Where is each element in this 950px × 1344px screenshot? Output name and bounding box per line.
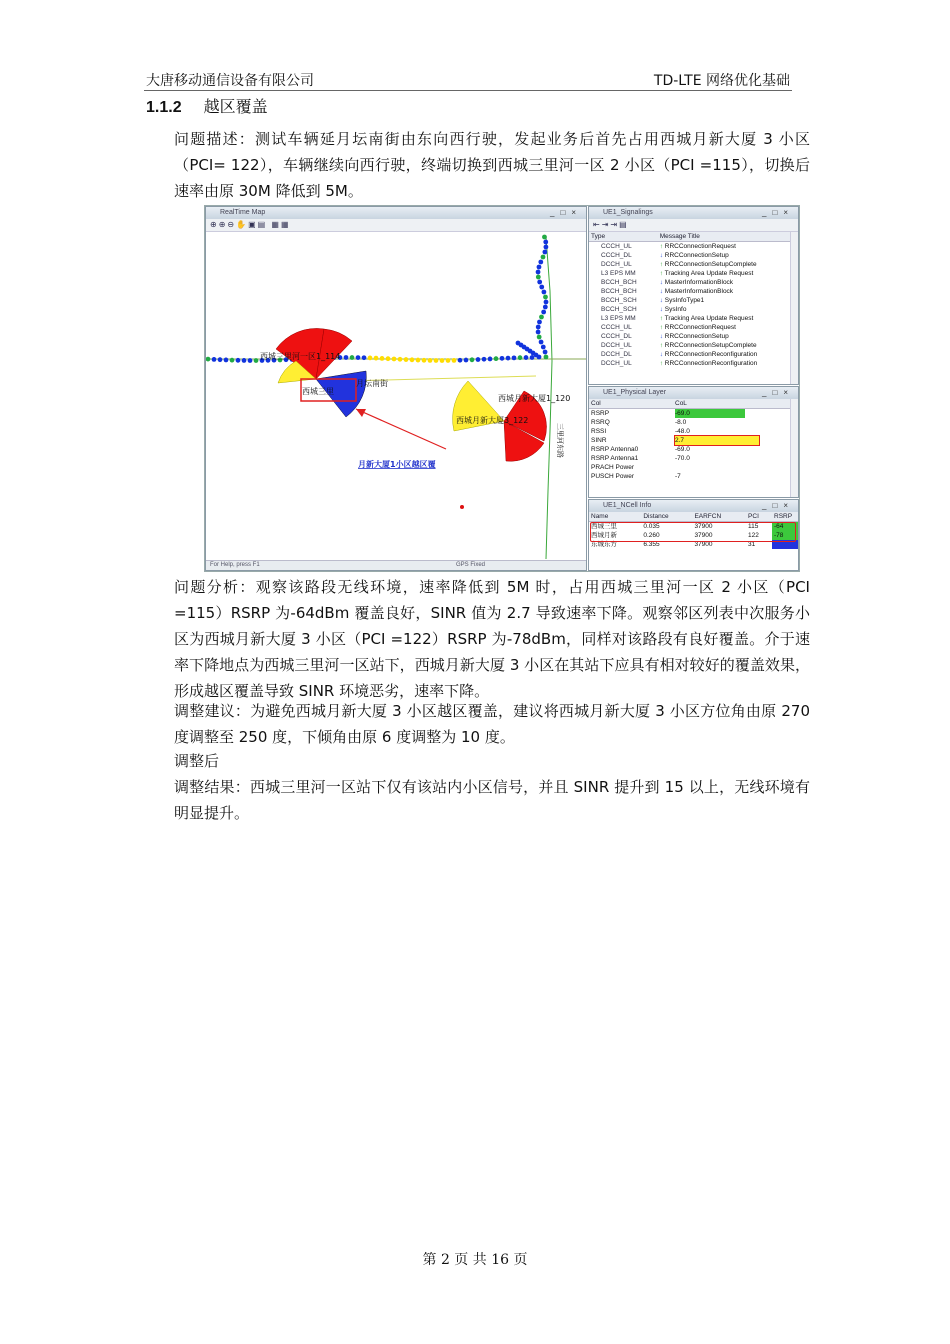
ncell-cell: 西城月新 [591,531,617,539]
signaling-toolbar[interactable]: ⇤⇥⇥▤ [589,219,798,232]
signaling-row[interactable] [589,251,798,260]
drive-test-dot [536,275,541,280]
signaling-type: L3 EPS MM [601,270,636,277]
signaling-row[interactable] [589,260,798,269]
site-a-label: 西城三里河一区1_114 [260,352,341,361]
signaling-titlebar [589,207,798,219]
physical-layer-window [588,386,799,498]
drive-test-dot [212,357,217,362]
message-header: Message Title [658,232,798,242]
signaling-type: CCCH_DL [601,333,632,340]
physical-row[interactable] [589,409,798,419]
drive-test-dot [506,356,511,361]
physical-param: RSRP Antenna0 [591,446,639,453]
physical-param: RSRQ [591,419,610,426]
signaling-type: DCCH_UL [601,360,632,367]
drive-test-dot [536,270,541,275]
ncell-cell: 115 [748,523,759,530]
drive-test-dot [374,356,379,361]
physical-value: -69.0 [675,446,690,453]
page-footer: 第 2 页 共 16 页 [422,1252,528,1268]
drive-test-dot [422,358,427,363]
ncell-header: PCI [746,512,772,522]
ncell-title: UE1_NCell Info [603,502,652,509]
problem-description: 问题描述：测试车辆延月坛南街由东向西行驶，发起业务后首先占用西城月新大厦 3 小区（PCI= 122），车辆继续向西行驶，终端切换到西城三里河一区 2 小区（PCI =115），切换后速率由原 30M 降低到 5M。 [174,130,810,200]
drive-test-dot [524,355,529,360]
downlink-arrow-icon: ↓ [659,279,665,286]
signaling-message: ↓ RRCConnectionReconfiguration [659,351,758,358]
drive-test-dot [544,300,549,305]
physical-row[interactable] [589,436,798,445]
drive-test-dot [416,358,421,363]
ncell-cell: 122 [748,532,759,539]
drive-test-dot [518,355,523,360]
ncell-header: Distance [641,512,692,522]
signaling-row[interactable] [589,269,798,278]
ncell-cell: 37900 [694,532,713,539]
signaling-message: ↓ MasterInformationBlock [659,288,734,295]
physical-value: -48.0 [675,428,690,435]
window-controls-icon[interactable]: _□× [762,501,794,510]
physical-row[interactable] [589,445,798,454]
uplink-arrow-icon: ↑ [659,324,665,331]
page-header-company: 大唐移动通信设备有限公司 [146,73,314,89]
signaling-type: DCCH_UL [601,342,632,349]
signaling-table [589,232,798,368]
physical-title: UE1_Physical Layer [603,389,667,396]
drive-test-dot [344,355,349,360]
drive-test-dot [539,340,544,345]
after-adjustment-label: 调整后 [174,752,220,770]
drive-test-dot [380,356,385,361]
drive-test-dot [542,235,547,240]
signaling-message: ↓ SysInfoType1 [659,297,705,304]
site-b-cell-label: 西城月新大厦3_122 [456,416,529,425]
signaling-type: BCCH_BCH [601,279,637,286]
overshoot-annotation: 月新大厦1小区越区覆 [358,460,436,469]
signaling-row[interactable] [589,287,798,296]
ncell-info-window [588,499,799,571]
physical-param: PRACH Power [591,464,634,471]
adjustment-suggestion: 调整建议：为避免西城月新大厦 3 小区越区覆盖，建议将西城月新大厦 3 小区方位角由原 270 度调整至 250 度，下倾角由原 6 度调整为 10 度。 [174,702,810,746]
ncell-header: RSRP [772,512,798,522]
drive-test-screenshot [204,205,800,572]
uplink-arrow-icon: ↑ [659,342,665,349]
map-toolbar[interactable]: ⊕⊕⊖✋▣▤ ▦▦ [206,219,586,232]
realtime-map-window [205,206,587,571]
drive-test-dot [541,290,546,295]
drive-test-dot [536,325,541,330]
drive-test-dot [482,357,487,362]
drive-test-dot [537,280,542,285]
drive-test-dot [356,355,361,360]
ncell-cell: 31 [748,541,756,548]
problem-analysis: 问题分析：观察该路段无线环境，速率降低到 5M 时，占用西城三里河一区 2 小区（PCI =115）RSRP 为-64dBm 覆盖良好，SINR 值为 2.7 导致速率下降。观察邻区列表中次服务小区为西城月新大厦 3 小区（PCI =122）RSRP 为-78dBm，同样对该路段有良好覆盖。介于速率下降地点为西城三里河一区站下，西城月新大厦 3 小区在其站下应具有相对较好的覆盖效果，形成越区覆盖导致 SINR 环境恶劣，速率下降。 [174,578,810,700]
physical-value [673,463,798,472]
ncell-highlight [590,522,796,542]
ncell-cell: 0.260 [643,532,660,539]
drive-test-dot [538,260,543,265]
uplink-arrow-icon: ↑ [659,270,665,277]
signaling-type: DCCH_DL [601,351,632,358]
signaling-message: ↑ RRCConnectionReconfiguration [659,360,758,367]
signaling-type: BCCH_SCH [601,297,637,304]
window-controls-icon[interactable]: _□× [762,388,794,397]
downlink-arrow-icon: ↓ [659,306,665,313]
drive-test-dot [537,265,542,270]
ncell-header-row [589,512,798,522]
drive-test-dot [404,357,409,362]
drive-test-dot [530,355,535,360]
drive-test-dot [543,305,548,310]
signaling-header-row [589,232,798,242]
signaling-message: ↓ SysInfo [659,306,687,313]
physical-param: SINR [591,437,607,444]
physical-value: -69.0 [673,409,798,419]
gps-status-text: GPS Fixed [456,562,486,568]
drive-test-dot [537,320,542,325]
drive-test-dot [386,356,391,361]
signaling-title: UE1_Signalings [603,209,653,216]
drive-test-dot [410,357,415,362]
physical-value: -70.0 [675,455,690,462]
physical-value: -8.0 [675,419,687,426]
drive-test-dot [537,355,542,360]
window-controls-icon[interactable]: _□× [550,208,582,217]
drive-test-dot [440,358,445,363]
physical-row[interactable] [589,454,798,463]
ncell-cell: 37900 [694,523,713,530]
map-titlebar [206,207,586,219]
drive-test-dot [470,357,475,362]
drive-test-dot [536,330,541,335]
drive-test-dot [464,358,469,363]
physical-titlebar [589,387,798,399]
header-divider [144,90,792,91]
drive-test-dot [544,355,549,360]
drive-test-dot [500,356,505,361]
drive-test-dot [488,357,493,362]
signaling-type: BCCH_BCH [601,288,637,295]
physical-row[interactable] [589,418,798,427]
downlink-arrow-icon: ↓ [659,288,665,295]
map-status-text: For Help, press F1 [210,562,260,568]
signaling-message: ↓ MasterInformationBlock [659,279,734,286]
drive-test-dot [452,358,457,363]
drive-test-dot [543,240,548,245]
signaling-row[interactable] [589,323,798,332]
drive-test-dot [543,295,548,300]
drive-test-dot [434,358,439,363]
drive-test-dot [544,245,549,250]
drive-test-dot [494,356,499,361]
physical-scrollbar[interactable] [790,399,798,497]
signaling-type: DCCH_UL [601,261,632,268]
signaling-message: ↓ RRCConnectionSetup [659,252,729,259]
drive-test-dot [218,357,223,362]
drive-test-dot [541,345,546,350]
physical-param: PUSCH Power [591,473,634,480]
drive-test-dot [542,250,547,255]
ncell-cell: 6.355 [643,541,660,548]
ncell-cell: -78 [772,531,798,540]
physical-table [589,399,798,481]
type-header: Type [589,232,658,242]
ncell-cell: 西城三里 [591,522,617,530]
section-heading [146,94,268,117]
signaling-type: BCCH_SCH [601,306,637,313]
map-title: RealTime Map [220,209,266,216]
site-a-cell-label: 西城三里 [302,387,334,396]
signaling-message: ↓ RRCConnectionSetup [659,333,729,340]
signaling-type: CCCH_UL [601,243,632,250]
signaling-message: ↑ RRCConnectionSetupComplete [659,261,757,268]
drive-test-dot [537,335,542,340]
uplink-arrow-icon: ↑ [659,243,665,250]
ncell-titlebar [589,500,798,512]
section-number: 1.1.2 [146,99,182,116]
signaling-type: CCCH_DL [601,252,632,259]
drive-test-dot [236,358,241,363]
street-label: 月坛南街 [356,379,388,388]
physical-param: RSRP [591,410,610,417]
uplink-arrow-icon: ↑ [659,261,665,268]
signaling-message: ↑ Tracking Area Update Request [659,270,754,277]
downlink-arrow-icon: ↓ [659,351,665,358]
drive-test-dot [446,358,451,363]
signaling-row[interactable] [589,314,798,323]
drive-test-dot [362,355,367,360]
downlink-arrow-icon: ↓ [659,252,665,259]
ncell-header: EARFCN [692,512,746,522]
signaling-window [588,206,799,385]
physical-row[interactable] [589,463,798,472]
signaling-row[interactable] [589,242,798,252]
signaling-row[interactable] [589,341,798,350]
signaling-message: ↑ RRCConnectionSetupComplete [659,342,757,349]
signaling-message: ↑ RRCConnectionRequest [659,243,736,250]
drive-test-dot [254,358,259,363]
drive-test-dot [248,358,253,363]
drive-test-dot [539,315,544,320]
uplink-arrow-icon: ↑ [659,315,665,322]
drive-test-dot [206,357,210,362]
drive-test-dot [541,255,546,260]
drive-test-dot [512,355,517,360]
window-controls-icon[interactable]: _□× [762,208,794,217]
drive-test-dot [350,355,355,360]
drive-test-dot [398,357,403,362]
downlink-arrow-icon: ↓ [659,333,665,340]
signaling-message: ↑ RRCConnectionRequest [659,324,736,331]
signaling-row[interactable] [589,278,798,287]
ncell-header: Name [589,512,641,522]
drive-test-dot [476,357,481,362]
signaling-message: ↑ Tracking Area Update Request [659,315,754,322]
drive-test-dot [543,350,548,355]
signaling-type: L3 EPS MM [601,315,636,322]
road-label: 三里河东路 [556,423,564,458]
physical-value: 2.7 [673,436,798,445]
physical-row[interactable] [589,472,798,481]
downlink-arrow-icon: ↓ [659,297,665,304]
signaling-type: CCCH_UL [601,324,632,331]
site-b-label: 西城月新大厦1_120 [498,394,571,403]
ncell-cell: 0.035 [643,523,660,530]
signaling-row[interactable] [589,305,798,314]
drive-test-dot [392,357,397,362]
drive-test-dot [230,358,235,363]
drive-test-dot [541,310,546,315]
physical-row[interactable] [589,427,798,436]
signaling-row[interactable] [589,296,798,305]
map-statusbar [206,560,586,570]
drive-test-dot [242,358,247,363]
ncell-cell: 东城东方 [591,540,617,548]
drive-test-dot [460,505,464,509]
ncell-cell: -64 [772,522,798,532]
physical-value: -7 [675,473,681,480]
drive-test-dot [539,285,544,290]
uplink-arrow-icon: ↑ [659,360,665,367]
drive-test-dot [224,358,229,363]
annotation-arrow [356,409,446,449]
section-title: 越区覆盖 [203,97,268,116]
signaling-scrollbar[interactable] [790,232,798,384]
page-header-doc-title: TD-LTE 网络优化基础 [653,73,790,89]
col-value-header: CoL [673,399,798,409]
drive-test-dot [368,356,373,361]
physical-header-row [589,399,798,409]
physical-param: RSRP Antenna1 [591,455,639,462]
drive-test-dot [458,358,463,363]
physical-param: RSSI [591,428,607,435]
map-canvas[interactable] [206,231,586,559]
adjustment-result: 调整结果：西城三里河一区站下仅有该站内小区信号，并且 SINR 提升到 15 以上，无线环境有明显提升。 [174,778,810,822]
signaling-row[interactable] [589,359,798,368]
signaling-row[interactable] [589,332,798,341]
ncell-cell: 37900 [694,541,713,548]
signaling-row[interactable] [589,350,798,359]
drive-test-dots [206,235,548,363]
col-header: Col [589,399,673,409]
drive-test-dot [428,358,433,363]
